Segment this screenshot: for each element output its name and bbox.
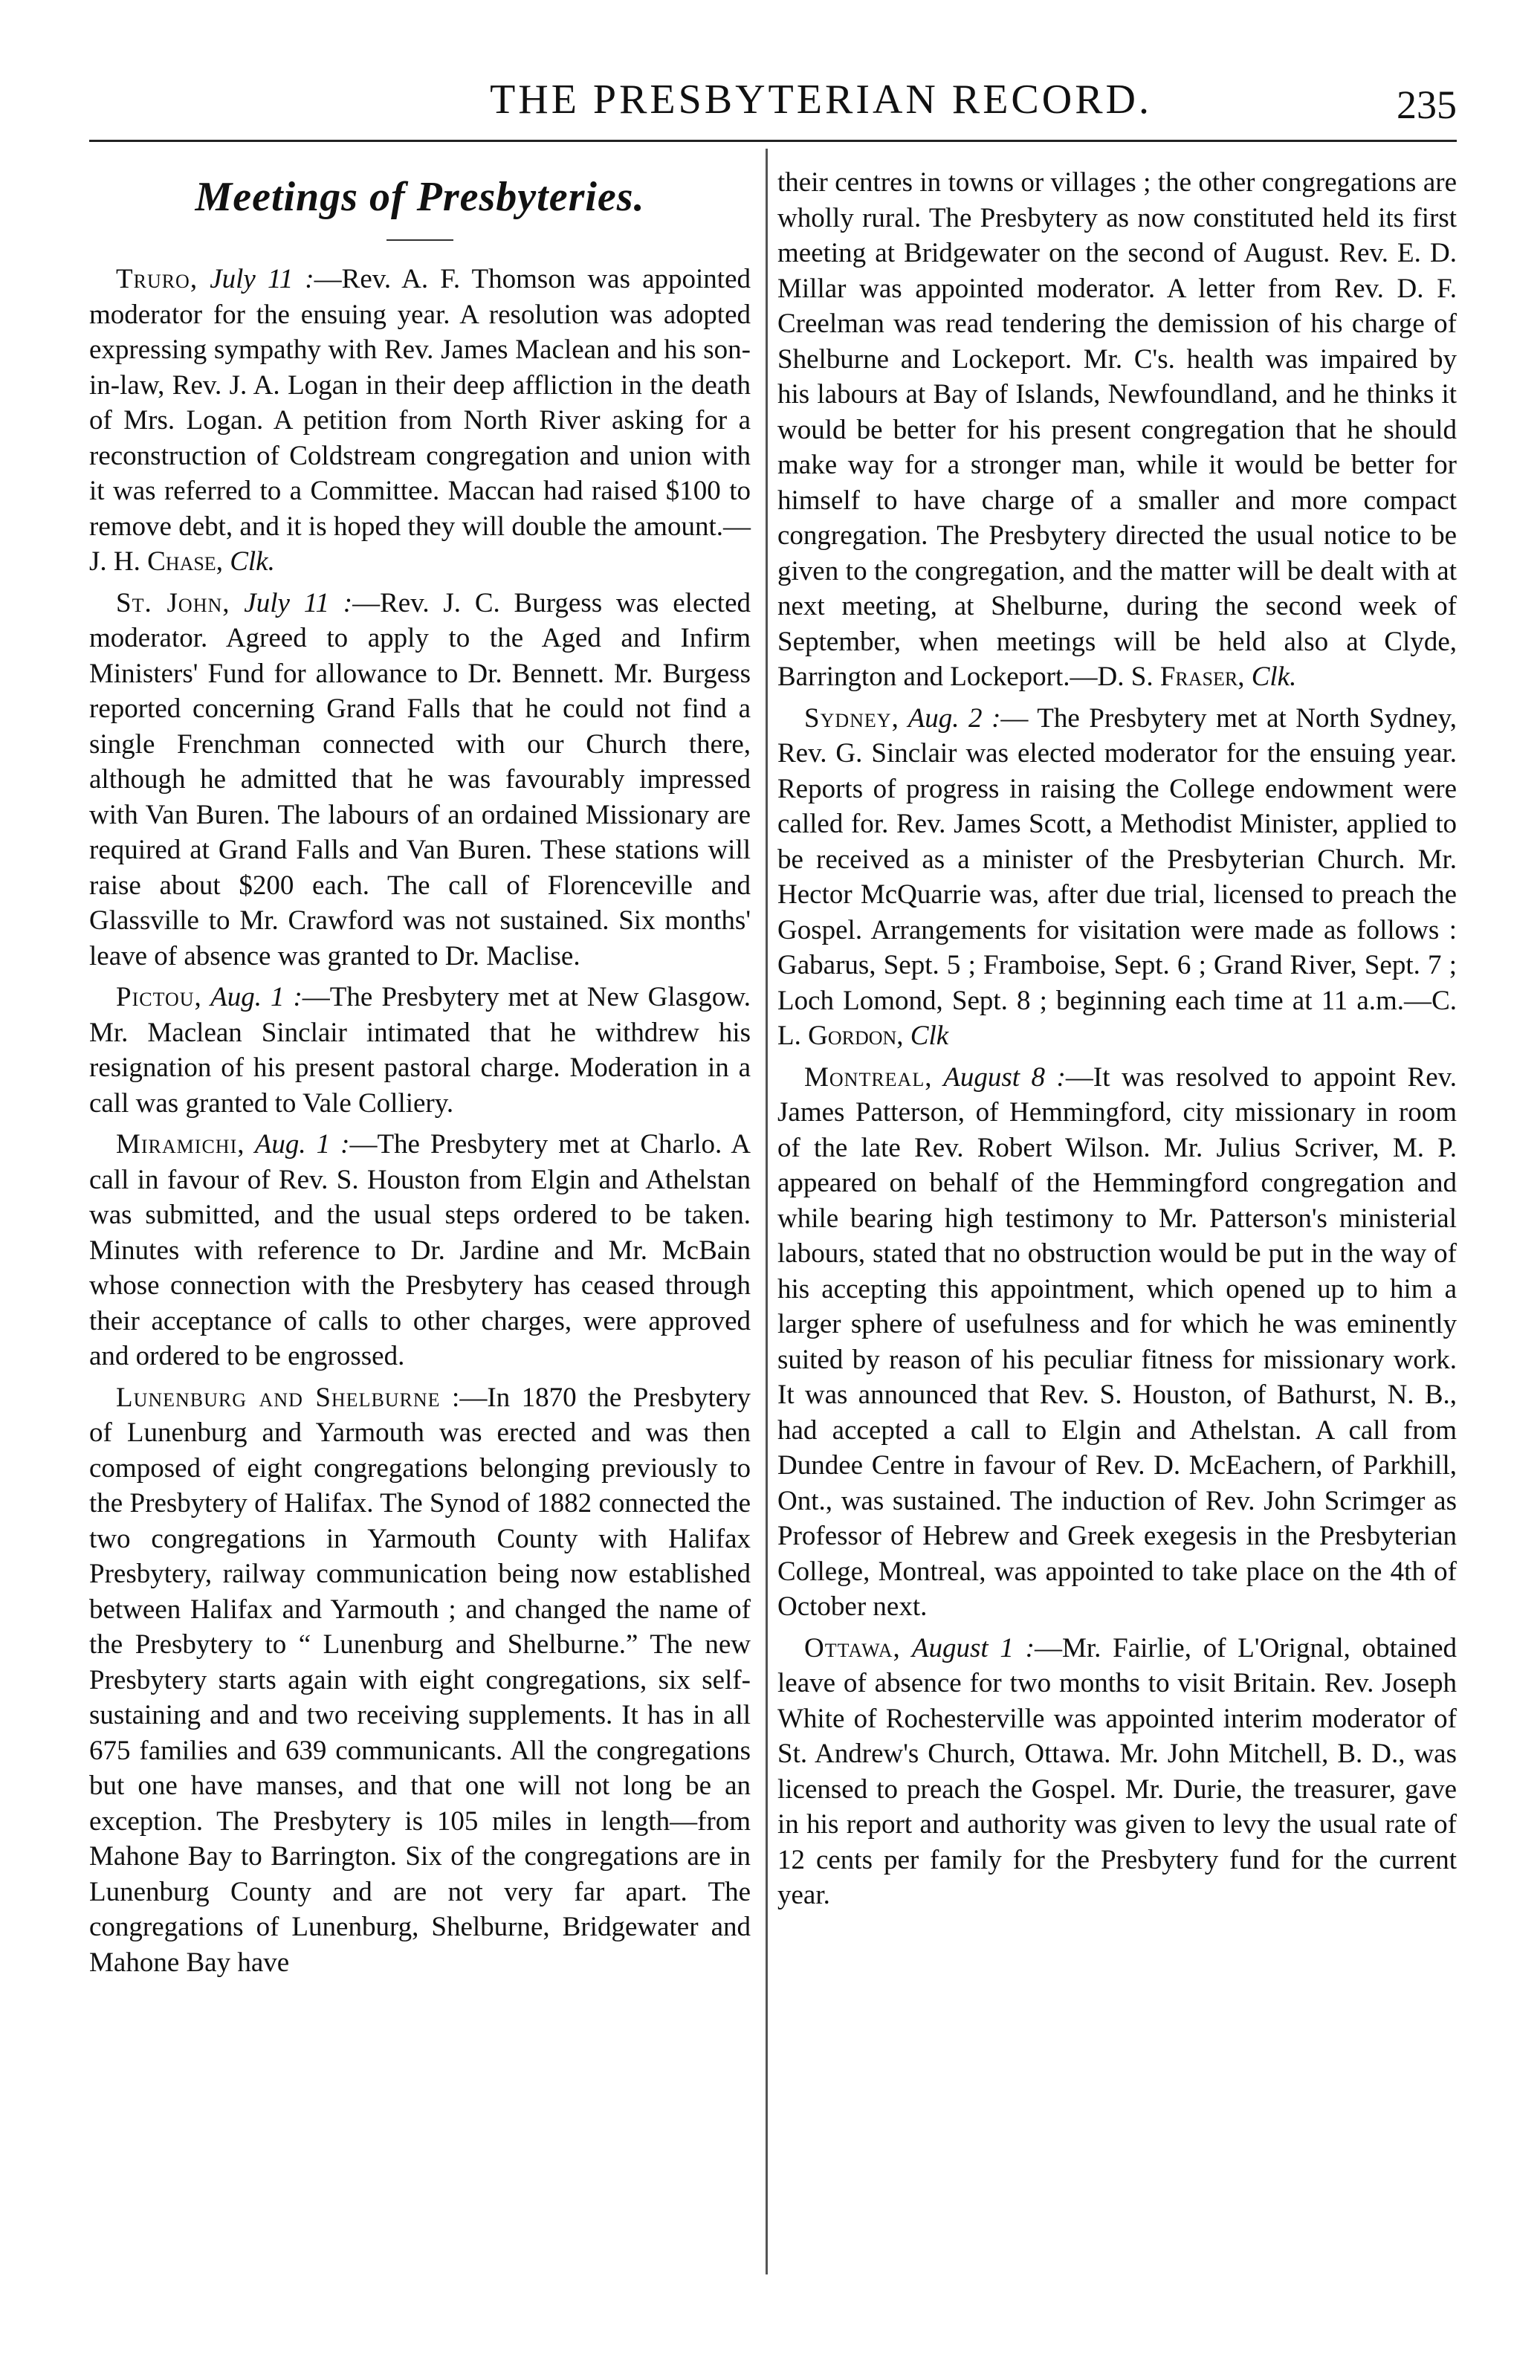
report-body: — The Presbytery met at North Sydney, Rev. G. Sinclair was elected moderator for the ensuing year. Reports of progress in raising the College endowment were called for. Rev. James Scott, a Methodist Minister, applied to be received as a minister of the Presbyterian Church. Mr. Hector McQuarrie was, after due trial, licensed to preach the Gospel. Arrangements for visitation were made as follows : Gabarus, Sept. 5 ; Framboise, Sept. 6 ; Grand River, Sept. 7 ; Loch Lomond, Sept. 8 ; beginning each time at 11 a.m.— [777, 702, 1457, 1016]
clerk-signature: D. S. Fraser, [1097, 662, 1245, 692]
presbytery-name: Miramichi, [116, 1129, 245, 1160]
meeting-date: July 11 : [230, 587, 353, 618]
report-body: :—In 1870 the Presbytery of Lunenburg and Yarmouth was erected and was then composed of eight congregations belonging previously to the Presbytery of Halifax. The Synod of 1882 connected the two congregations in Yarmouth County with Halifax Presbytery, railway communication being now established between Halifax and Yarmouth ; and changed the name of the Presbytery to “ Lunenburg and Shelburne.” The new Presbytery starts again with eight congregations, six self-sustaining and and two receiving supplements. It has in all 675 families and 639 communicants. All the congregations but one have manses, and that one will not long be an exception. The Presbytery is 105 miles in length—from Mahone Bay to Barrington. Six of the congregations are in Lunenburg County and are not very far apart. The congregations of Lunenburg, Shelburne, Bridgewater and Mahone Bay have [89, 1382, 751, 1978]
report-pictou [89, 980, 751, 1121]
meeting-date: August 1 : [900, 1632, 1035, 1663]
report-body: —It was resolved to appoint Rev. James Patterson, of Hemmingford, city missionary in room of the late Rev. Robert Wilson. Mr. Julius Scriver, M. P. appeared on behalf of the Hemmingford congregation and while bearing high testimony to Mr. Patterson's ministerial labours, stated that no obstruction would be put in the way of his accepting this appointment, which opened up to him a larger sphere of usefulness and for which he was eminently suited by reason of his peculiar fitness for missionary work. It was announced that Rev. S. Houston, of Bathurst, N. B., had accepted a call to Elgin and Athelstan. A call from Dundee Centre in favour of Rev. D. McEachern, of Parkhill, Ont., was sustained. The induction of Rev. John Scrimger as Professor of Hebrew and Greek exegesis in the Presbyterian College, Montreal, was appointed to take place on the 4th of October next. [777, 1061, 1458, 1622]
meeting-date: Aug. 1 : [201, 982, 302, 1012]
clerk-abbrev: Clk [903, 1021, 949, 1051]
clerk-signature: J. H. Chase, [89, 546, 223, 577]
report-body: —Rev. A. F. Thomson was appointed moderator for the ensuing year. A resolution was adopted expressing sympathy with Rev. James Maclean and his son-in-law, Rev. J. A. Logan in their deep affliction in the death of Mrs. Logan. A petition from North River asking for a reconstruction of Coldstream congregation and union with it was referred to a Committee. Maccan had raised $100 to remove debt, and it is hoped they will double the amount.— [89, 264, 751, 542]
meeting-date: Aug. 2 : [899, 702, 1001, 734]
clerk-signature: C. L. Gordon, [777, 985, 1457, 1051]
report-lunenburg-shelburne [89, 1380, 751, 1981]
presbytery-name: St. John, [116, 587, 230, 618]
report-body: their centres in towns or villages ; the other congregations are wholly rural. The Presbytery as now constituted held its first meeting at Bridgewater on the second of August. Rev. E. D. Millar was appointed moderator. A letter from Rev. D. F. Creelman was read tendering the demission of his charge of Shelburne and Lockeport. Mr. C's. health was impaired by his labours at Bay of Islands, Newfoundland, and he thinks it would be better for his present congregation that he should make way for a stronger man, while it would be better for himself to have charge of a smaller and more compact congregation. The Presbytery directed the usual notice to be given to the congregation, and the matter will be dealt with at next meeting, at Shelburne, during the second week of September, when meetings will be held also at Clyde, Barrington and Lockeport.— [777, 167, 1457, 692]
column-divider [766, 149, 768, 2274]
presbytery-name: Ottawa, [804, 1632, 901, 1663]
report-st-john [89, 586, 751, 974]
header-rule [89, 140, 1457, 142]
journal-title: THE PRESBYTERIAN RECORD. [490, 77, 1152, 123]
clerk-abbrev: Clk. [1244, 662, 1297, 692]
meeting-date: Aug. 1 : [245, 1129, 350, 1160]
report-body: —The Presbytery met at New Glasgow. Mr. Maclean Sinclair intimated that he withdrew his resignation of his present pastoral charge. Moderation in a call was granted to Vale Colliery. [89, 982, 751, 1119]
running-head [89, 39, 1457, 128]
report-miramichi [89, 1127, 751, 1374]
report-montreal [777, 1060, 1457, 1625]
page-number: 235 [1397, 83, 1457, 127]
meeting-date: July 11 : [198, 264, 314, 294]
title-rule [386, 239, 453, 241]
presbytery-name: Sydney, [804, 702, 899, 734]
report-truro [89, 262, 751, 580]
report-body: —Rev. J. C. Burgess was elected moderator. Agreed to apply to the Aged and Infirm Ministers' Fund for allowance to Dr. Bennett. Mr. Burgess reported concerning Grand Falls that he could not find a single Frenchman connected with our Church there, although he admitted that he was favourably impressed with Van Buren. The labours of an ordained Missionary are required at Grand Falls and Van Buren. These stations will raise about $200 each. The call of Florenceville and Glassville to Mr. Crawford was not sustained. Six months' leave of absence was granted to Dr. Maclise. [89, 587, 751, 971]
presbytery-name: Truro, [116, 264, 198, 294]
meeting-date: August 8 : [932, 1061, 1066, 1093]
report-body: —Mr. Fairlie, of L'Orignal, obtained leave of absence for two months to visit Britain. Rev. Joseph White of Rochesterville was appointed interim moderator of St. Andrew's Church, Ottawa. Mr. John Mitchell, B. D., was licensed to preach the Gospel. Mr. Durie, the treasurer, gave in his report and authority was given to levy the usual rate of 12 cents per family for the Presbytery fund for the current year. [777, 1632, 1457, 1910]
report-ottawa [777, 1631, 1457, 1913]
report-sydney [777, 701, 1457, 1054]
left-column [89, 165, 751, 1986]
report-body: —The Presbytery met at Charlo. A call in favour of Rev. S. Houston from Elgin and Athelstan was submitted, and the usual steps ordered to be taken. Minutes with reference to Dr. Jardine and Mr. McBain whose connection with the Presbytery has ceased through their acceptance of calls to other charges, were approved and ordered to be engrossed. [89, 1129, 751, 1371]
report-lunenburg-continued [777, 165, 1457, 695]
section-title: Meetings of Presbyteries. [195, 174, 645, 220]
presbytery-name: Lunenburg and Shelburne [116, 1382, 441, 1413]
clerk-abbrev: Clk. [222, 546, 275, 577]
right-column [777, 165, 1457, 1919]
presbytery-name: Pictou, [116, 982, 202, 1012]
presbytery-name: Montreal, [804, 1061, 933, 1093]
